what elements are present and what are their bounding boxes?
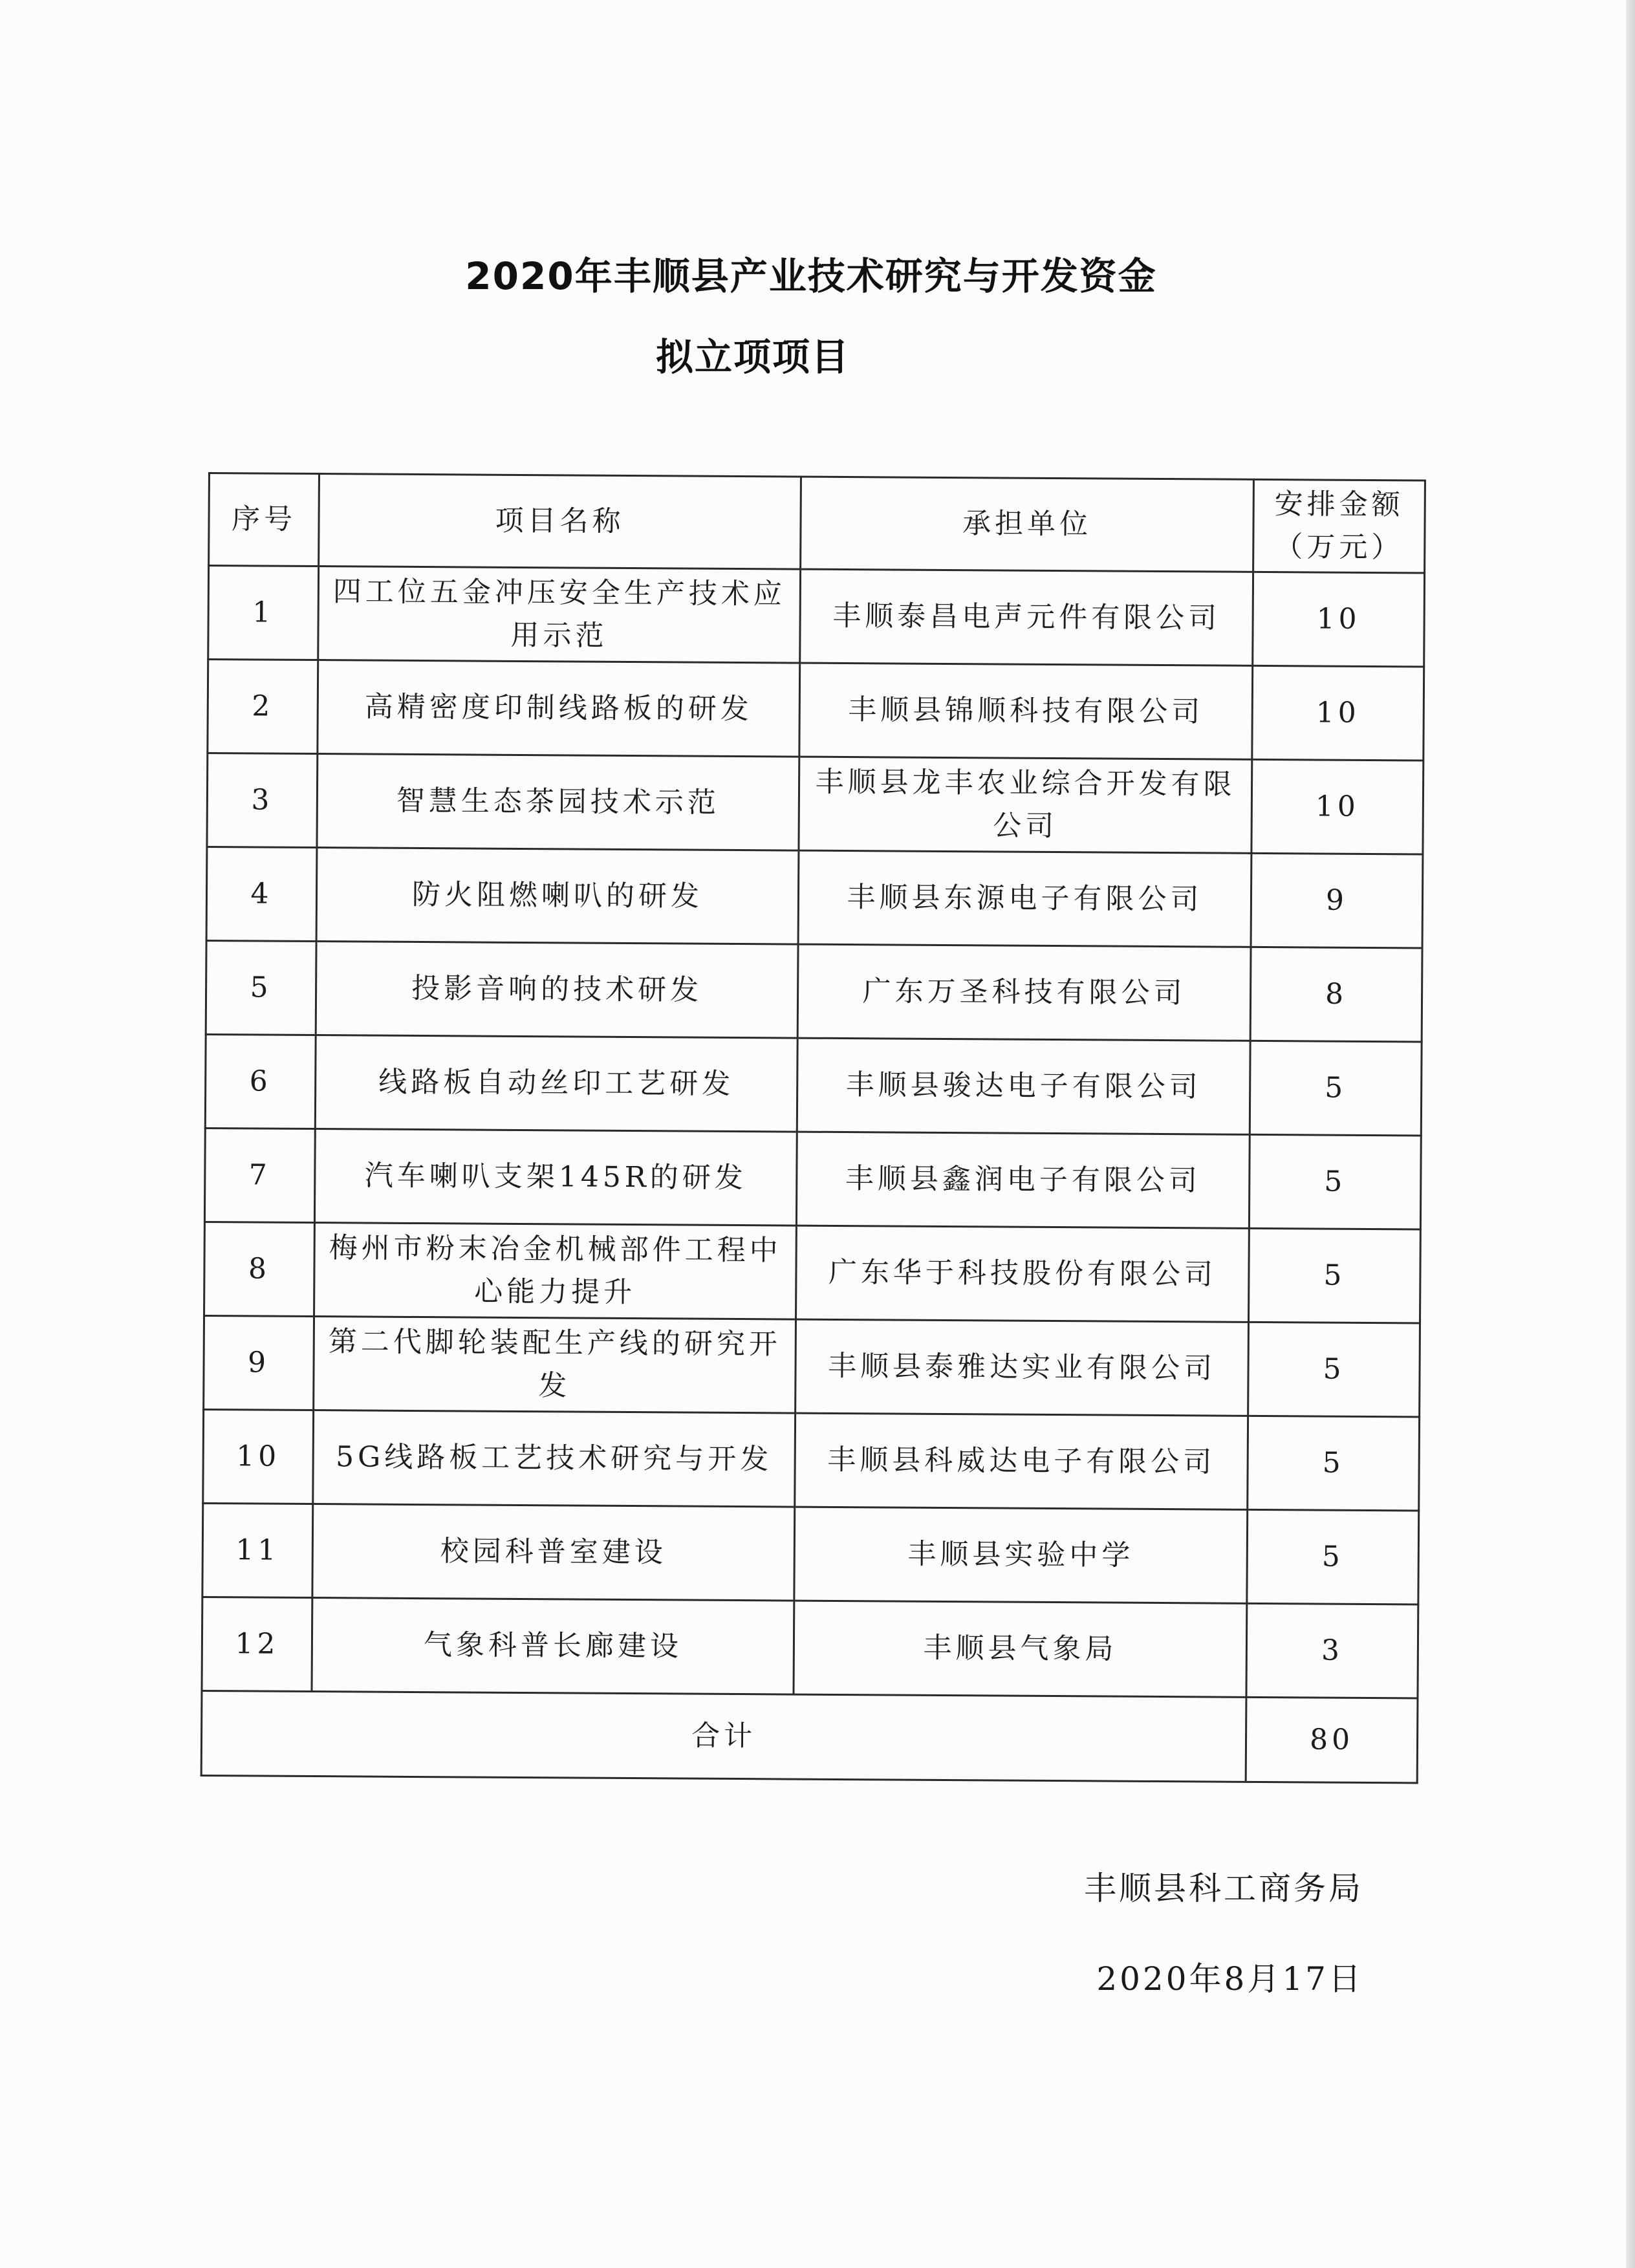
cell-unit: 丰顺县泰雅达实业有限公司	[796, 1319, 1249, 1416]
cell-unit: 丰顺县锦顺科技有限公司	[799, 663, 1253, 759]
table-row	[204, 1315, 1420, 1416]
cell-amount: 5	[1249, 1134, 1421, 1229]
table-row	[202, 1597, 1418, 1698]
header-unit: 承担单位	[801, 477, 1254, 572]
cell-name: 汽车喇叭支架145R的研发	[314, 1129, 797, 1226]
issue-date: 2020年8月17日	[1096, 1960, 1363, 1998]
cell-amount: 10	[1253, 572, 1425, 667]
table-row	[204, 1128, 1421, 1229]
table-total-row	[201, 1690, 1418, 1782]
issuing-organization: 丰顺县科工商务局	[1084, 1870, 1363, 1907]
cell-no: 12	[202, 1597, 312, 1691]
table-row	[207, 753, 1424, 854]
cell-unit: 丰顺泰昌电声元件有限公司	[800, 569, 1253, 665]
cell-no: 1	[208, 566, 319, 660]
cell-unit: 丰顺县实验中学	[794, 1507, 1248, 1603]
cell-name: 投影音响的技术研发	[316, 942, 798, 1039]
cell-unit: 丰顺县科威达电子有限公司	[795, 1413, 1248, 1509]
total-amount: 80	[1246, 1697, 1418, 1783]
table-row	[206, 940, 1422, 1041]
cell-name: 防火阻燃喇叭的研发	[316, 848, 799, 945]
table-row	[208, 660, 1424, 761]
header-amount: 安排金额（万元）	[1253, 479, 1425, 573]
cell-amount: 3	[1246, 1603, 1418, 1698]
projects-table	[200, 472, 1426, 1784]
cell-amount: 10	[1252, 665, 1424, 761]
cell-unit: 广东万圣科技有限公司	[797, 944, 1251, 1041]
table-row	[202, 1503, 1419, 1604]
header-name: 项目名称	[319, 474, 801, 570]
cell-name: 智慧生态茶园技术示范	[317, 754, 799, 851]
document-subtitle: 拟立项项目	[655, 335, 850, 379]
cell-no: 10	[203, 1409, 314, 1504]
cell-unit: 丰顺县东源电子有限公司	[798, 850, 1251, 947]
cell-name: 第二代脚轮装配生产线的研究开发	[314, 1317, 796, 1414]
cell-no: 7	[204, 1128, 315, 1222]
cell-no: 11	[202, 1503, 313, 1597]
table-row	[204, 1222, 1421, 1323]
cell-no: 5	[206, 940, 316, 1035]
cell-unit: 丰顺县骏达电子有限公司	[797, 1038, 1250, 1134]
total-label: 合计	[201, 1690, 1246, 1782]
table-row	[206, 847, 1423, 947]
table-row	[205, 1034, 1422, 1135]
cell-unit: 广东华于科技股份有限公司	[796, 1226, 1250, 1322]
cell-name: 四工位五金冲压安全生产技术应用示范	[318, 567, 801, 664]
cell-unit: 丰顺县鑫润电子有限公司	[796, 1132, 1250, 1228]
cell-amount: 5	[1248, 1416, 1420, 1511]
cell-amount: 8	[1250, 947, 1422, 1042]
cell-no: 6	[205, 1034, 316, 1129]
cell-name: 线路板自动丝印工艺研发	[315, 1035, 797, 1132]
cell-amount: 5	[1249, 1228, 1421, 1323]
cell-amount: 5	[1250, 1041, 1422, 1136]
table-row	[203, 1409, 1420, 1510]
document-title: 2020年丰顺县产业技术研究与开发资金	[465, 254, 1157, 298]
cell-amount: 5	[1248, 1322, 1420, 1417]
cell-no: 8	[204, 1222, 315, 1316]
cell-amount: 10	[1251, 759, 1424, 854]
cell-no: 2	[208, 660, 318, 754]
cell-amount: 9	[1251, 853, 1423, 948]
cell-name: 梅州市粉末冶金机械部件工程中心能力提升	[314, 1223, 797, 1320]
table-row	[208, 566, 1425, 667]
cell-unit: 丰顺县气象局	[794, 1601, 1247, 1697]
cell-name: 气象科普长廊建设	[312, 1598, 794, 1695]
cell-no: 4	[206, 847, 317, 941]
cell-name: 5G线路板工艺技术研究与开发	[313, 1410, 796, 1507]
cell-no: 9	[204, 1315, 314, 1410]
header-no: 序号	[209, 473, 319, 567]
scan-edge-shadow	[1626, 0, 1635, 2268]
cell-no: 3	[207, 753, 318, 848]
cell-amount: 5	[1247, 1509, 1419, 1604]
cell-name: 高精密度印制线路板的研发	[318, 660, 800, 757]
cell-name: 校园科普室建设	[312, 1504, 795, 1601]
table-header-row	[209, 473, 1425, 573]
cell-unit: 丰顺县龙丰农业综合开发有限公司	[799, 757, 1252, 853]
